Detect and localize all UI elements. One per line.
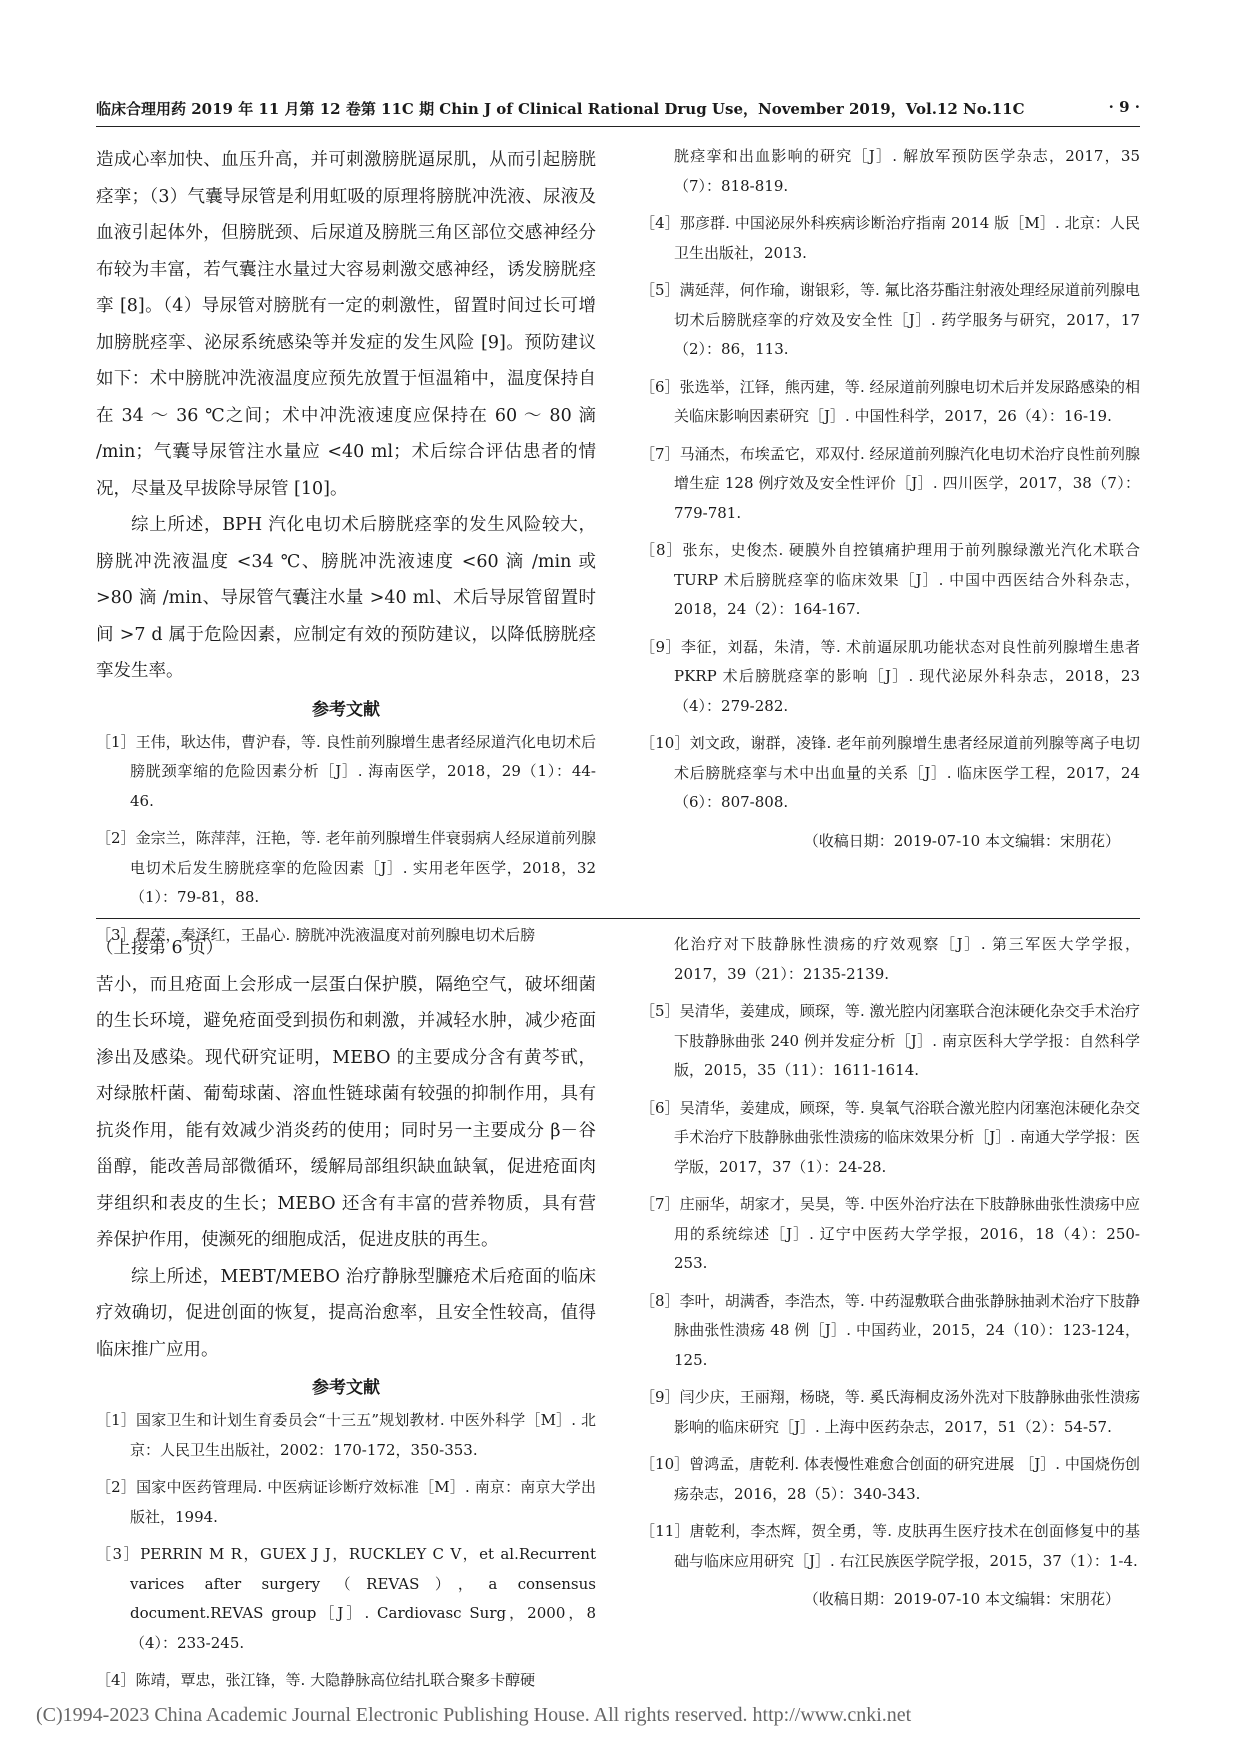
running-header	[96, 98, 1140, 122]
bottom-article-section	[96, 930, 1140, 1689]
reference-item: ［9］闫少庆，王丽翔，杨晓，等. 奚氏海桐皮汤外洗对下肢静脉曲张性溃疡影响的临床研究［J］. 上海中医药杂志，2017，51（2）：54-57.	[640, 1388, 1140, 1436]
conclusion-paragraph: 综上所述，BPH 汽化电切术后膀胱痉挛的发生风险较大，膀胱冲洗液温度 <34 ℃、膀胱冲洗液速度 <60 滴 /min 或 >80 滴 /min、导尿管气囊注水量 >40 ml、术后导尿管留置时间 >7 d 属于危险因素，应制定有效的预防建议，以降低膀胱痉挛发生率。	[96, 515, 596, 681]
reference-item: ［11］唐乾利，李杰辉，贺全勇，等. 皮肤再生医疗技术在创面修复中的基础与临床应用研究［J］. 右江民族医学院学报，2015，37（1）：1-4.	[640, 1522, 1140, 1570]
header-journal-info: 临床合理用药 2019 年 11 月第 12 卷第 11C 期 Chin J of Clinical Rational Drug Use，November 2019，Vol.12 No.11C	[96, 100, 1025, 118]
reference-continuation: 化治疗对下肢静脉性溃疡的疗效观察［J］. 第三军医大学学报，2017，39（21）：2135-2139.	[674, 935, 1140, 983]
section-divider	[96, 918, 1140, 919]
conclusion-paragraph: 综上所述，MEBT/MEBO 治疗静脉型臁疮术后疮面的临床疗效确切，促进创面的恢复，提高治愈率，且安全性较高，值得临床推广应用。	[96, 1266, 596, 1360]
reference-item: ［10］曾鸿孟，唐乾利. 体表慢性难愈合创面的研究进展 ［J］. 中国烧伤创疡杂志，2016，28（5）：340-343.	[640, 1455, 1140, 1503]
reference-item: ［10］刘文政，谢群，凌锋. 老年前列腺增生患者经尿道前列腺等离子电切术后膀胱痉挛与术中出血量的关系［J］. 临床医学工程，2017，24（6）：807-808.	[640, 734, 1140, 811]
references-heading: 参考文献	[312, 699, 380, 720]
reference-item: ［1］国家卫生和计划生育委员会“十三五”规划教材. 中医外科学［M］. 北京：人民卫生出版社，2002：170-172，350-353.	[96, 1411, 596, 1459]
references-heading: 参考文献	[312, 1378, 380, 1398]
reference-item: ［7］庄丽华，胡家才，吴昊，等. 中医外治疗法在下肢静脉曲张性溃疡中应用的系统综述［J］. 辽宁中医药大学学报，2016，18（4）：250-253.	[640, 1195, 1140, 1272]
reference-item: ［8］李叶，胡满香，李浩杰，等. 中药湿敷联合曲张静脉抽剥术治疗下肢静脉曲张性溃疡 48 例［J］. 中国药业，2015，24（10）：123-124，125.	[640, 1291, 1140, 1369]
top-right-column	[640, 142, 1140, 856]
reference-item: ［3］程荣，秦泽红，王晶心. 膀胱冲洗液温度对前列腺电切术后膀	[96, 925, 536, 944]
received-date-note: （收稿日期：2019-07-10 本文编辑：宋朋花）	[803, 1590, 1120, 1608]
body-paragraph: 造成心率加快、血压升高，并可刺激膀胱逼尿肌，从而引起膀胱痉挛；（3）气囊导尿管是利用虹吸的原理将膀胱冲洗液、尿液及血液引起体外，但膀胱颈、后尿道及膀胱三角区部位交感神经分布较为丰富，若气囊注水量过大容易刺激交感神经，诱发膀胱痉挛 [8]。（4）导尿管对膀胱有一定的刺激性，留置时间过长可增加膀胱痉挛、泌尿系统感染等并发症的发生风险 [9]。预防建议如下：术中膀胱冲洗液温度应预先放置于恒温箱中，温度保持自在 34 ～ 36 ℃之间；术中冲洗液速度应保持在 60 ～ 80 滴 /min；气囊导尿管注水量应 <40 ml；术后综合评估患者的情况，尽量及早拔除导尿管 [10]。	[96, 150, 596, 499]
copyright-footer: (C)1994-2023 China Academic Journal Electronic Publishing House. All rights reserved. http://www.cnki.net	[36, 1704, 912, 1726]
page-number: · 9 ·	[1108, 98, 1140, 116]
reference-item: ［7］马涌杰，布埃孟它，邓双付. 经尿道前列腺汽化电切术治疗良性前列腺增生症 128 例疗效及安全性评价［J］. 四川医学，2017，38（7）：779-781.	[640, 444, 1140, 522]
continued-from-note: （上接第 6 页）	[96, 938, 224, 958]
reference-item: ［4］那彦群. 中国泌尿外科疾病诊断治疗指南 2014 版［M］. 北京：人民卫生出版社，2013.	[640, 214, 1140, 262]
body-paragraph: 苦小，而且疮面上会形成一层蛋白保护膜，隔绝空气，破坏细菌的生长环境，避免疮面受到损伤和刺激，并减轻水肿，减少疮面渗出及感染。现代研究证明，MEBO 的主要成分含有黄芩甙，对绿脓杆菌、葡萄球菌、溶血性链球菌有较强的抑制作用，具有抗炎作用，能有效减少消炎药的使用；同时另一主要成分 β－谷甾醇，能改善局部微循环，缓解局部组织缺血缺氧，促进疮面肉芽组织和表皮的生长；MEBO 还含有丰富的营养物质，具有营养保护作用，使濒死的细胞成活，促进皮肤的再生。	[96, 974, 596, 1250]
bottom-left-column	[96, 930, 596, 1704]
reference-item: ［2］金宗兰，陈萍萍，汪艳，等. 老年前列腺增生伴衰弱病人经尿道前列腺电切术后发生膀胱痉挛的危险因素［J］. 实用老年医学，2018，32（1）：79-81，88.	[96, 829, 596, 906]
top-article-section	[96, 142, 1140, 944]
reference-item: ［5］吴清华，姜建成，顾琛，等. 激光腔内闭塞联合泡沫硬化杂交手术治疗下肢静脉曲张 240 例并发症分析［J］. 南京医科大学学报：自然科学版，2015，35（11）：1611-1614.	[640, 1002, 1140, 1079]
reference-item: ［9］李征，刘磊，朱清，等. 术前逼尿肌功能状态对良性前列腺增生患者 PKRP 术后膀胱痉挛的影响［J］. 现代泌尿外科杂志，2018，23（4）：279-282.	[640, 637, 1140, 715]
bottom-right-column	[640, 930, 1140, 1614]
received-date-note: （收稿日期：2019-07-10 本文编辑：宋朋花）	[803, 831, 1120, 850]
header-rule	[96, 126, 1140, 127]
reference-item: ［2］国家中医药管理局. 中医病证诊断疗效标准［M］. 南京：南京大学出版社，1994.	[96, 1478, 596, 1526]
reference-continuation: 胱痉挛和出血影响的研究［J］. 解放军预防医学杂志，2017，35（7）：818-819.	[674, 147, 1140, 195]
reference-item: ［8］张东，史俊杰. 硬膜外自控镇痛护理用于前列腺绿激光汽化术联合 TURP 术后膀胱痉挛的临床效果［J］. 中国中西医结合外科杂志，2018，24（2）：164-167.	[640, 541, 1140, 618]
reference-item: ［4］陈靖，覃忠，张江锋，等. 大隐静脉高位结扎联合聚多卡醇硬	[96, 1671, 536, 1689]
reference-item: ［6］吴清华，姜建成，顾琛，等. 臭氧气浴联合激光腔内闭塞泡沫硬化杂交手术治疗下肢静脉曲张性溃疡的临床效果分析［J］. 南通大学学报：医学版，2017，37（1）：24-28.	[640, 1098, 1140, 1176]
top-left-column	[96, 142, 596, 958]
reference-item: ［5］满延萍，何作瑜，谢银彩，等. 氟比洛芬酯注射液处理经尿道前列腺电切术后膀胱痉挛的疗效及安全性［J］. 药学服务与研究，2017，17（2）：86，113.	[640, 281, 1140, 358]
reference-item: ［6］张选举，江铎，熊丙建，等. 经尿道前列腺电切术后并发尿路感染的相关临床影响因素研究［J］. 中国性科学，2017，26（4）：16-19.	[640, 377, 1140, 425]
reference-item: ［1］王伟，耿达伟，曹沪春，等. 良性前列腺增生患者经尿道汽化电切术后膀胱颈挛缩的危险因素分析［J］. 海南医学，2018，29（1）：44-46.	[96, 732, 596, 810]
reference-item: ［3］PERRIN M R，GUEX J J，RUCKLEY C V，et al.Recurrent varices after surgery（REVAS），a consensus document.REVAS group［J］. Cardiovasc Surg，2000，8（4）：233-245.	[96, 1545, 596, 1652]
